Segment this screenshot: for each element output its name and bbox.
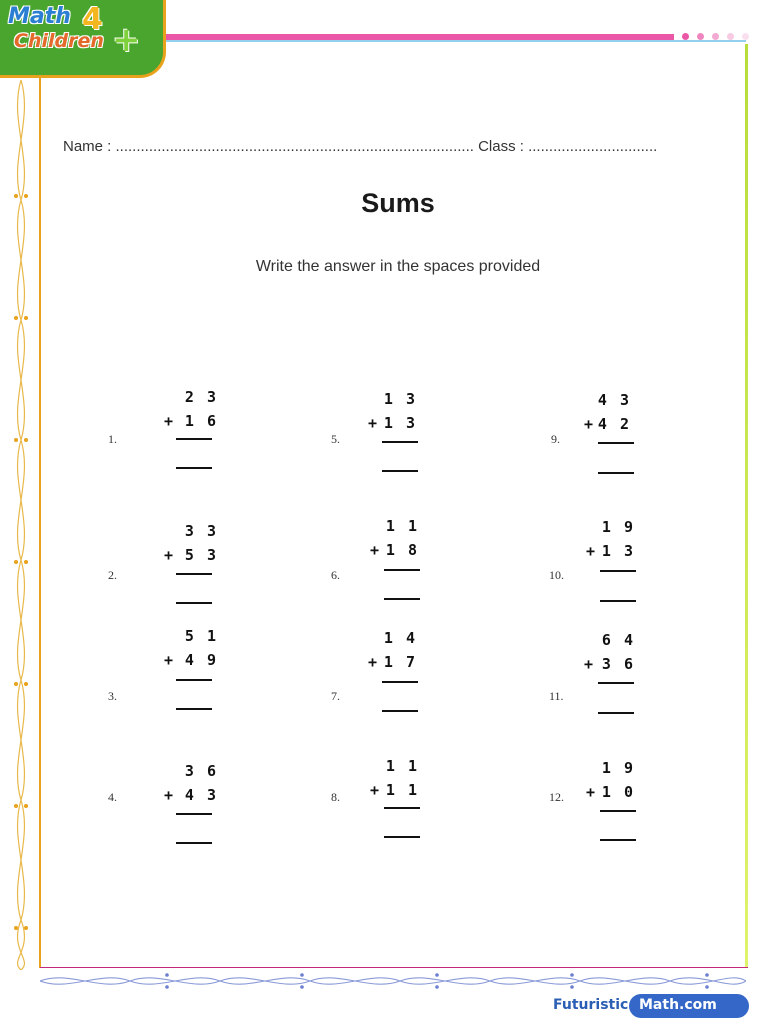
problem-11 — [549, 629, 689, 729]
right-border-line — [745, 44, 748, 968]
sum-line — [600, 570, 636, 572]
sum-line — [176, 573, 212, 575]
problem-number: 12. — [549, 790, 564, 804]
sum-line — [600, 810, 636, 812]
addend-top: 5 1 — [184, 627, 218, 645]
addend-top: 4 3 — [597, 391, 631, 409]
bottom-border-line — [40, 967, 748, 968]
logo-text-children: Children — [14, 30, 104, 52]
addend-bottom: 1 3 — [383, 414, 417, 432]
problem-8 — [331, 755, 471, 855]
problem-6 — [331, 515, 471, 615]
plus-sign: + — [164, 412, 174, 430]
plus-sign: + — [370, 541, 380, 559]
plus-sign: + — [164, 546, 174, 564]
addend-top: 1 4 — [383, 629, 417, 647]
addend-top: 2 3 — [184, 388, 218, 406]
top-border-dot — [697, 33, 704, 40]
problem-number: 6. — [331, 568, 340, 582]
addend-bottom: 1 6 — [184, 412, 218, 430]
addend-bottom: 1 1 — [385, 781, 419, 799]
sum-line — [176, 813, 212, 815]
plus-sign: + — [164, 786, 174, 804]
plus-sign: + — [368, 414, 378, 432]
answer-line — [382, 710, 418, 712]
addend-top: 1 9 — [601, 518, 635, 536]
plus-sign: + — [586, 542, 596, 560]
plus-sign: + — [370, 781, 380, 799]
answer-line — [600, 600, 636, 602]
answer-line — [176, 842, 212, 844]
logo-number: 4 — [82, 2, 103, 37]
addend-bottom: 1 7 — [383, 653, 417, 671]
addend-bottom: 1 8 — [385, 541, 419, 559]
futuristicmath-footer-logo — [553, 994, 749, 1018]
answer-line — [598, 472, 634, 474]
bottom-border-ornament — [40, 970, 746, 992]
sum-line — [382, 441, 418, 443]
logo-text-math: Math — [8, 4, 71, 29]
addend-bottom: 3 6 — [601, 655, 635, 673]
problem-number: 2. — [108, 568, 117, 582]
problem-4 — [108, 760, 248, 860]
name-class-line: Name : ...................................................................................... Class : ............................... — [63, 138, 658, 155]
answer-line — [176, 708, 212, 710]
problem-number: 10. — [549, 568, 564, 582]
problem-1 — [108, 386, 248, 486]
top-border-dot — [682, 33, 689, 40]
problem-number: 7. — [331, 689, 340, 703]
problem-2 — [108, 520, 248, 620]
problem-9 — [551, 389, 691, 489]
sum-line — [176, 438, 212, 440]
answer-line — [382, 470, 418, 472]
plus-sign: + — [586, 783, 596, 801]
answer-line — [384, 836, 420, 838]
addend-top: 3 6 — [184, 762, 218, 780]
problem-number: 11. — [549, 689, 564, 703]
answer-line — [384, 598, 420, 600]
plus-sign: + — [368, 653, 378, 671]
problem-7 — [331, 627, 471, 727]
addend-top: 3 3 — [184, 522, 218, 540]
addend-bottom: 5 3 — [184, 546, 218, 564]
problem-number: 5. — [331, 432, 340, 446]
plus-sign: + — [164, 651, 174, 669]
answer-line — [598, 712, 634, 714]
addend-bottom: 4 3 — [184, 786, 218, 804]
problem-number: 3. — [108, 689, 117, 703]
top-border-blue — [166, 40, 746, 42]
sum-line — [384, 569, 420, 571]
math4children-logo — [0, 0, 166, 78]
top-border-dot — [727, 33, 734, 40]
problem-number: 4. — [108, 790, 117, 804]
problem-number: 1. — [108, 432, 117, 446]
top-border-dot — [742, 33, 749, 40]
addend-top: 1 9 — [601, 759, 635, 777]
worksheet-title: Sums — [361, 188, 435, 218]
addend-top: 1 1 — [385, 757, 419, 775]
problem-5 — [331, 388, 471, 488]
addend-bottom: 1 0 — [601, 783, 635, 801]
sum-line — [176, 679, 212, 681]
addend-bottom: 4 9 — [184, 651, 218, 669]
addend-bottom: 4 2 — [597, 415, 631, 433]
sum-line — [598, 442, 634, 444]
answer-line — [176, 602, 212, 604]
problem-3 — [108, 625, 248, 725]
answer-line — [176, 467, 212, 469]
plus-sign: + — [584, 655, 594, 673]
sum-line — [384, 807, 420, 809]
top-border-dot — [712, 33, 719, 40]
worksheet-instructions: Write the answer in the spaces provided — [255, 258, 541, 275]
addend-top: 6 4 — [601, 631, 635, 649]
footer-brand-text: Futuristic — [553, 997, 629, 1013]
problem-number: 8. — [331, 790, 340, 804]
logo-plus: + — [112, 20, 141, 60]
addend-top: 1 3 — [383, 390, 417, 408]
sum-line — [382, 681, 418, 683]
problem-10 — [549, 516, 689, 616]
plus-sign: + — [584, 415, 594, 433]
problem-12 — [549, 757, 689, 857]
footer-brand-domain: Math.com — [639, 997, 717, 1013]
addend-top: 1 1 — [385, 517, 419, 535]
problem-number: 9. — [551, 432, 560, 446]
addend-bottom: 1 3 — [601, 542, 635, 560]
answer-line — [600, 839, 636, 841]
sum-line — [598, 682, 634, 684]
